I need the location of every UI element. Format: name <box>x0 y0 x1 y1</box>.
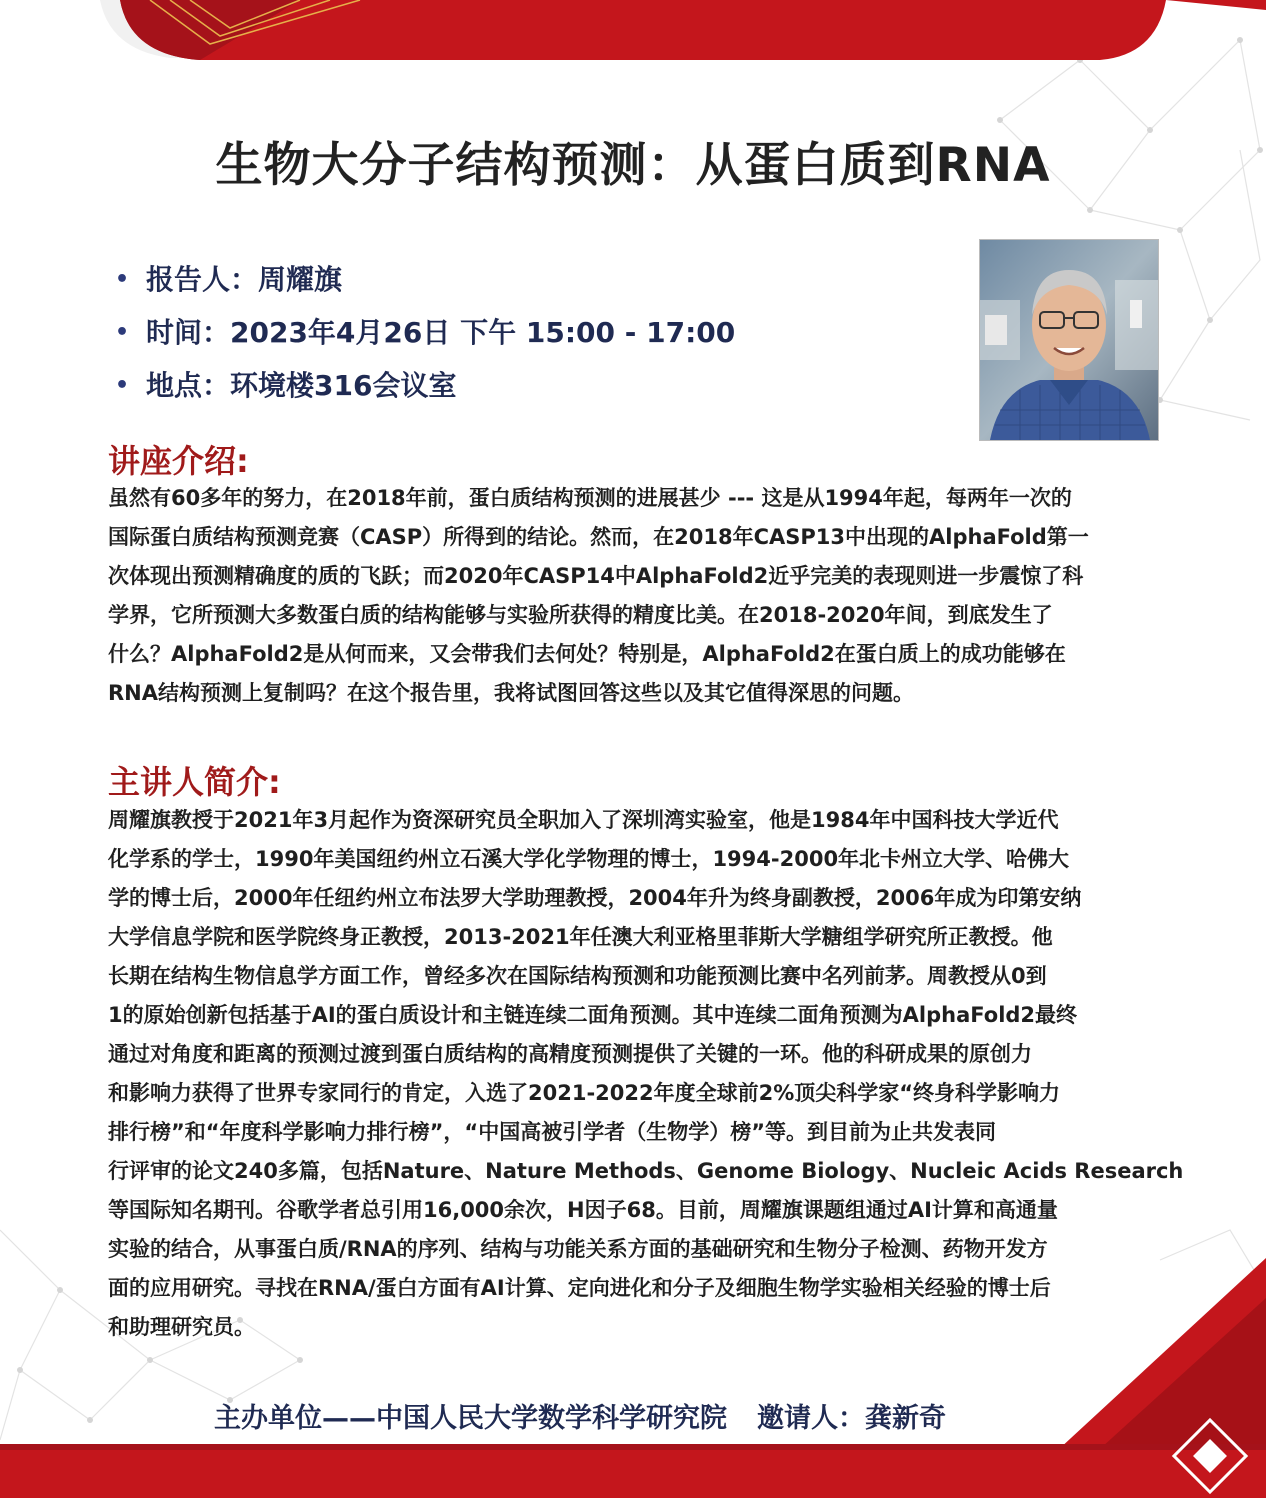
intro-paragraph <box>108 479 1163 713</box>
intro-line: 学界，它所预测大多数蛋白质的结构能够与实验所获得的精度比美。在2018-2020年间，到底发生了 <box>108 603 1053 627</box>
intro-line: 什么？AlphaFold2是从何而来，又会带我们去何处？特别是，AlphaFold2在蛋白质上的成功能够在 <box>108 642 1066 666</box>
speaker-portrait <box>979 239 1159 441</box>
bio-line: 通过对角度和距离的预测过渡到蛋白质结构的高精度预测提供了关键的一环。他的科研成果的原创力 <box>108 1042 1032 1066</box>
time-text: 时间：2023年4月26日 下午 15:00 - 17:00 <box>146 315 736 349</box>
intro-line: 次体现出预测精确度的质的飞跃；而2020年CASP14中AlphaFold2近乎完美的表现则进一步震惊了科 <box>108 564 1084 588</box>
event-info-list <box>115 253 895 412</box>
bio-line: 周耀旗教授于2021年3月起作为资深研究员全职加入了深圳湾实验室，他是1984年中国科技大学近代 <box>108 808 1059 832</box>
bio-line: 实验的结合，从事蛋白质/RNA的序列、结构与功能关系方面的基础研究和生物分子检测、药物开发方 <box>108 1237 1048 1261</box>
intro-heading: 讲座介绍: <box>108 442 249 480</box>
bio-line: 化学系的学士，1990年美国纽约州立石溪大学化学物理的博士，1994-2000年北卡州立大学、哈佛大 <box>108 847 1070 871</box>
inviter-text: 邀请人：龚新奇 <box>757 1403 946 1434</box>
bio-line: 排行榜”和“年度科学影响力排行榜”，“中国高被引学者（生物学）榜”等。到目前为止共发表同 <box>108 1120 997 1144</box>
bio-line: 大学信息学院和医学院终身正教授，2013-2021年任澳大利亚格里菲斯大学糖组学研究所正教授。他 <box>108 925 1053 949</box>
bio-line: 学的博士后，2000年任纽约州立布法罗大学助理教授，2004年升为终身副教授，2006年成为印第安纳 <box>108 886 1082 910</box>
bio-paragraph <box>108 801 1184 1347</box>
bullet-icon: • <box>115 266 130 292</box>
bullet-icon: • <box>115 319 130 345</box>
time-info <box>115 306 895 359</box>
speaker-info <box>115 253 895 306</box>
top-banner <box>0 0 1266 62</box>
bio-line: 和助理研究员。 <box>108 1315 255 1339</box>
bio-line: 面的应用研究。寻找在RNA/蛋白方面有AI计算、定向进化和分子及细胞生物学实验相关经验的博士后 <box>108 1276 1051 1300</box>
intro-line: RNA结构预测上复制吗？在这个报告里，我将试图回答这些以及其它值得深思的问题。 <box>108 681 914 705</box>
portrait-illustration <box>980 240 1158 440</box>
bio-line: 等国际知名期刊。谷歌学者总引用16,000余次，H因子68。目前，周耀旗课题组通过AI计算和高通量 <box>108 1198 1058 1222</box>
location-info <box>115 359 895 412</box>
bullet-icon: • <box>115 372 130 398</box>
speaker-text: 报告人：周耀旗 <box>146 262 343 296</box>
bio-line: 长期在结构生物信息学方面工作，曾经多次在国际结构预测和功能预测比赛中名列前茅。周教授从0到 <box>108 964 1047 988</box>
intro-line: 虽然有60多年的努力，在2018年前，蛋白质结构预测的进展甚少 --- 这是从1994年起，每两年一次的 <box>108 486 1072 510</box>
bottom-banner <box>0 1440 1266 1498</box>
location-text: 地点：环境楼316会议室 <box>146 368 457 402</box>
organizer-text: 主办单位——中国人民大学数学科学研究院 <box>214 1403 727 1434</box>
footer-organizer-line <box>0 1396 1160 1435</box>
page-title: 生物大分子结构预测：从蛋白质到RNA <box>215 138 1051 193</box>
bio-line: 1的原始创新包括基于AI的蛋白质设计和主链连续二面角预测。其中连续二面角预测为AlphaFold2最终 <box>108 1003 1078 1027</box>
bio-line: 行评审的论文240多篇，包括Nature、Nature Methods、Genome Biology、Nucleic Acids Research <box>108 1159 1184 1183</box>
bio-line: 和影响力获得了世界专家同行的肯定，入选了2021-2022年度全球前2%顶尖科学家“终身科学影响力 <box>108 1081 1061 1105</box>
bio-heading: 主讲人简介: <box>108 763 281 801</box>
intro-line: 国际蛋白质结构预测竞赛（CASP）所得到的结论。然而，在2018年CASP13中出现的AlphaFold第一 <box>108 525 1089 549</box>
